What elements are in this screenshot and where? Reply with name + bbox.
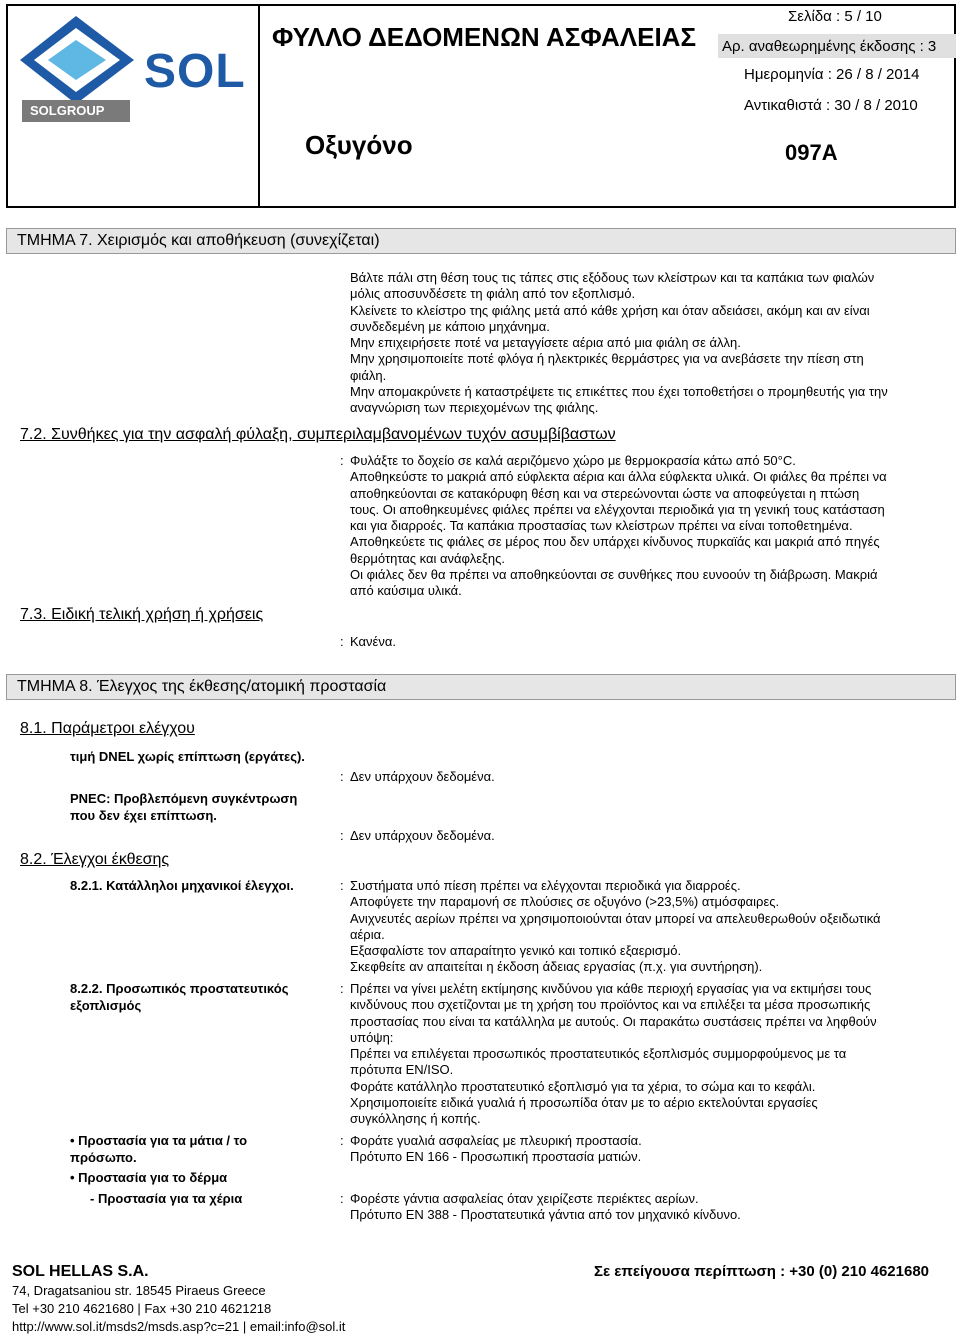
revision-number: Αρ. αναθεωρημένης έκδοσης : 3 xyxy=(722,38,937,55)
text-line: αέρια. xyxy=(350,926,385,942)
section-7-title: ΤΜΗΜΑ 7. Χειρισμός και αποθήκευση (συνεχίζεται) xyxy=(17,232,380,249)
text-line: Εξασφαλίστε τον απαραίτητο γενικό και τοπικό εξαερισμό. xyxy=(350,943,682,959)
section-8-bar xyxy=(6,674,956,700)
storage-conditions xyxy=(350,453,956,600)
text-line: Φοράτε κατάλληλο προστατευτικό εξοπλισμό για τα χέρια, το σώμα και το κεφάλι. xyxy=(350,1078,816,1094)
text-line: που δεν έχει επίπτωση. xyxy=(70,807,217,823)
text-line: Πρότυπο EN 166 - Προσωπική προστασία ματιών. xyxy=(350,1149,642,1165)
ppe-label xyxy=(70,981,288,1014)
hand-protection-label: - Προστασία για τα χέρια xyxy=(90,1191,243,1206)
text-line: Βάλτε πάλι στη θέση τους τις τάπες στις εξόδους των κλείστρων και τα καπάκια των φιαλών xyxy=(350,270,875,285)
text-line: μόλις αποσυνδέσετε τη φιάλη από τον εξοπλισμό. xyxy=(350,286,636,302)
replaces-date: Αντικαθιστά : 30 / 8 / 2010 xyxy=(744,97,918,114)
text-line: Πρέπει να επιλέγεται προσωπικός προστατευτικός εξοπλισμός συμμορφούμενος με τα xyxy=(350,1046,847,1062)
text-line: Οι φιάλες δεν θα πρέπει να αποθηκεύονται σε συνθήκες που ευνοούν τη διάβρωση. Μακριά xyxy=(350,567,878,583)
text-line: Φοράτε γυαλιά ασφαλείας με πλευρική προστασία. xyxy=(350,1133,642,1148)
colon: : xyxy=(340,453,344,468)
text-line: αναγνώριση των περιεχομένων της φιάλης. xyxy=(350,400,599,416)
footer-web[interactable]: http://www.sol.it/msds2/msds.asp?c=21 | email:info@sol.it xyxy=(12,1319,346,1334)
footer-company: SOL HELLAS S.A. xyxy=(12,1263,149,1280)
eye-protection-text xyxy=(350,1133,956,1166)
text-line: και για διαρροές. Τα καπάκια προστασίας των κλείστρων πρέπει να είναι τοποθετημένα. xyxy=(350,518,853,534)
colon: : xyxy=(340,828,344,843)
logo-text: SOL xyxy=(144,45,246,98)
text-line: Φορέστε γάντια ασφαλείας όταν χειρίζεστε περιέκτες αερίων. xyxy=(350,1191,699,1206)
handling-continued xyxy=(350,270,956,417)
text-line: 8.2.2. Προσωπικός προστατευτικός xyxy=(70,981,289,996)
footer-phone: Tel +30 210 4621680 | Fax +30 210 4621218 xyxy=(12,1301,272,1316)
text-line: Πρέπει να γίνει μελέτη εκτίμησης κινδύνου για κάθε περιοχή εργασίας για να εκτιμήσει τους xyxy=(350,981,872,996)
document-title: ΦΥΛΛΟ ΔΕΔΟΜΕΝΩΝ ΑΣΦΑΛΕΙΑΣ xyxy=(272,22,697,52)
text-line: θερμότητας και ανάφλεξης. xyxy=(350,550,505,566)
subsection-8-1-title: 8.1. Παράμετροι ελέγχου xyxy=(20,720,195,737)
text-line: Μην απομακρύνετε ή καταστρέψετε τις επικέττες που έχει τοποθετήσει ο προμηθευτής για την xyxy=(350,384,888,400)
engineering-controls-text xyxy=(350,878,956,976)
eye-protection-label xyxy=(70,1133,247,1166)
dnel-label: τιμή DNEL χωρίς επίπτωση (εργάτες). xyxy=(70,749,305,764)
text-line: υπόψη: xyxy=(350,1029,394,1045)
text-line: Αποφύγετε την παραμονή σε πλούσιες σε οξυγόνο (>23,5%) ατμόσφαιρες. xyxy=(350,894,780,910)
text-line: Χρησιμοποιείτε ειδικά γυαλιά ή προσωπίδα όταν με το αέριο εκτελούνται εργασίες xyxy=(350,1095,818,1111)
colon: : xyxy=(340,769,344,784)
text-line: συνδεδεμένη με κάποιο μηχάνημα. xyxy=(350,318,550,334)
text-line: Πρότυπο EN 388 - Προστατευτικά γάντια από τον μηχανικό κίνδυνο. xyxy=(350,1207,741,1223)
issue-date: Ημερομηνία : 26 / 8 / 2014 xyxy=(744,66,920,83)
colon: : xyxy=(340,1133,344,1148)
text-line: Σκεφθείτε αν απαιτείται η έκδοση άδειας εργασίας (π.χ. για συντήρηση). xyxy=(350,959,763,975)
text-line: Φυλάξτε το δοχείο σε καλά αεριζόμενο χώρο με θερμοκρασία κάτω από 50°C. xyxy=(350,453,796,468)
text-line: συγκόλλησης ή κοπής. xyxy=(350,1111,481,1127)
text-line: προστασίας που είναι τα κατάλληλα με αυτούς. Οι παρακάτω συστάσεις πρέπει να ληφθούν xyxy=(350,1013,877,1029)
skin-protection-label: • Προστασία για το δέρμα xyxy=(70,1170,228,1185)
text-line: τους. Οι αποθηκευμένες φιάλες πρέπει να ελέγχονται περιοδικά για τη γενική τους κατάσταση xyxy=(350,501,885,517)
text-line: PNEC: Προβλεπόμενη συγκέντρωση xyxy=(70,791,298,806)
colon: : xyxy=(340,981,344,996)
text-line: εξοπλισμός xyxy=(70,997,142,1013)
text-line: πρότυπα EN/ISO. xyxy=(350,1062,454,1078)
section-8-title: ΤΜΗΜΑ 8. Έλεγχος της έκθεσης/ατομική προστασία xyxy=(17,678,387,695)
text-line: από καύσιμα υλικά. xyxy=(350,583,462,599)
text-line: Ανιχνευτές αερίων πρέπει να χρησιμοποιούνται όταν μπορεί να απελευθερωθούν οξειδωτικά xyxy=(350,910,881,926)
text-line: Κλείνετε το κλείστρο της φιάλης μετά από κάθε χρήση και όταν αδειάσει, ακόμη και αν είναι xyxy=(350,302,870,318)
text-line: Μην επιχειρήσετε ποτέ να μεταγγίσετε αέρια από μια φιάλη σε άλλη. xyxy=(350,335,741,351)
specific-end-use-value: Κανένα. xyxy=(350,634,396,649)
hand-protection-text xyxy=(350,1191,956,1224)
text-line: Αποθηκεύστε το μακριά από εύφλεκτα αέρια και άλλα εύφλεκτα υλικά. Οι φιάλες θα πρέπει να xyxy=(350,469,887,485)
text-line: φιάλη. xyxy=(350,367,387,383)
pnec-value: Δεν υπάρχουν δεδομένα. xyxy=(350,828,495,843)
product-name: Οξυγόνο xyxy=(305,130,413,160)
product-code: 097A xyxy=(785,140,838,165)
text-line: αποθηκεύονται σε κατακόρυφη θέση και να στερεώνονται ώστε να αποφεύγεται η πτώση xyxy=(350,485,860,501)
logo-group: SOLGROUP xyxy=(30,103,105,118)
colon: : xyxy=(340,634,344,649)
subsection-7-2-title: 7.2. Συνθήκες για την ασφαλή φύλαξη, συμπεριλαμβανομένων τυχόν ασυμβίβαστων xyxy=(20,426,616,443)
emergency-phone: Σε επείγουσα περίπτωση : +30 (0) 210 4621680 xyxy=(594,1263,930,1280)
colon: : xyxy=(340,1191,344,1206)
text-line: κινδύνους που σχετίζονται με τη χρήση του προϊόντος και να επιλέξει τα μέσα προσωπικής xyxy=(350,997,871,1013)
footer-address: 74, Dragatsaniou str. 18545 Piraeus Greece xyxy=(12,1283,266,1298)
text-line: Αποθηκεύετε τις φιάλες σε μέρος που δεν υπάρχει κίνδυνος πυρκαϊάς και μακριά από πηγές xyxy=(350,534,880,550)
text-line: Μην χρησιμοποιείτε ποτέ φλόγα ή ηλεκτρικές θερμάστρες για να ανεβάσετε την πίεση στη xyxy=(350,351,864,367)
sol-logo xyxy=(14,10,254,125)
text-line: Συστήματα υπό πίεση πρέπει να ελέγχονται περιοδικά για διαρροές. xyxy=(350,878,741,893)
text-line: • Προστασία για τα μάτια / το xyxy=(70,1133,248,1148)
pnec-label xyxy=(70,791,297,824)
subsection-7-3-title: 7.3. Ειδική τελική χρήση ή χρήσεις xyxy=(20,606,264,623)
subsection-8-2-title: 8.2. Έλεγχοι έκθεσης xyxy=(20,851,170,868)
header-divider xyxy=(258,4,260,208)
text-line: πρόσωπο. xyxy=(70,1149,137,1165)
colon: : xyxy=(340,878,344,893)
section-7-bar xyxy=(6,228,956,254)
ppe-text xyxy=(350,981,956,1128)
page-number: Σελίδα : 5 / 10 xyxy=(788,8,882,25)
dnel-value: Δεν υπάρχουν δεδομένα. xyxy=(350,769,495,784)
engineering-controls-label: 8.2.1. Κατάλληλοι μηχανικοί έλεγχοι. xyxy=(70,878,294,893)
